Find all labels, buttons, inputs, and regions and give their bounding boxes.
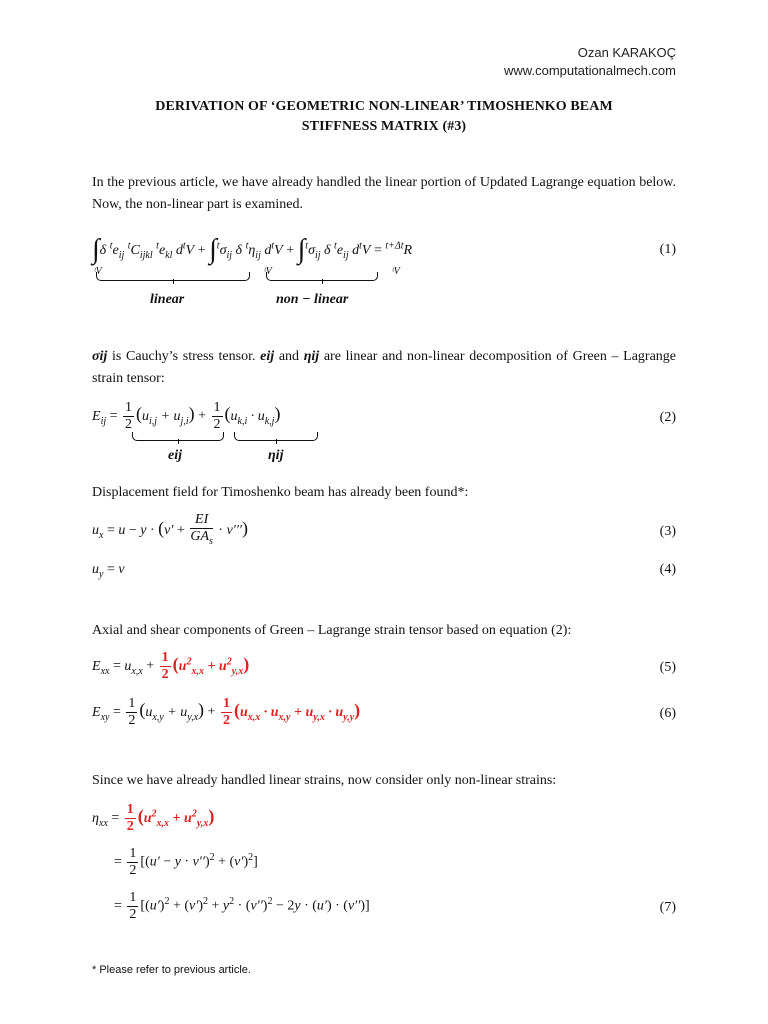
equation-number-3: (3) [659, 524, 676, 539]
eta-symbol: ηij [303, 349, 320, 364]
intro-paragraph: In the previous article, we have already handled the linear portion of Updated Lagrange equation below. Now, the non-linear part is examined. [92, 175, 676, 212]
equation-4-body: $u_y = v$ [92, 562, 125, 580]
equation-2-body: $E_{ij}$ = $\frac{1}{2}$ $(u_{i,j} + u_{j,i})$ + $\frac{1}{2}$ $(u_{k,i} \cdot u_{k,j})$ [92, 400, 281, 432]
label-linear: linear [150, 292, 185, 307]
equation-number-1: (1) [659, 242, 676, 257]
equation-number-4: (4) [659, 562, 676, 577]
author-name: Ozan KARAKOÇ [577, 45, 676, 60]
equation-3 [92, 512, 676, 552]
stress-text-1: is Cauchy’s stress tensor. [107, 349, 261, 364]
equation-7-line-2: = $\frac{1}{2}$ $[(u' - y \cdot v'')^2 + (v')^2]$ [114, 846, 258, 878]
equation-2 [92, 400, 676, 470]
stress-tensor-paragraph [92, 346, 676, 390]
stress-text-2: are linear and non-linear decomposition of Green – Lagrange strain tensor: [92, 349, 677, 386]
equation-6 [92, 696, 676, 736]
brace-eta [234, 432, 318, 441]
equation-7-line-1: $\eta_{xx}$ = $\frac{1}{2}$ $(u^2_{x,x} + u^2_{y,x})$ [92, 802, 215, 834]
e-symbol: eij [260, 349, 275, 364]
equation-7-line-3: = $\frac{1}{2}$ $[(u')^2 + (v')^2 + y^2 \cdot (v'')^2 - 2y \cdot (u') \cdot (v'')]$ [114, 890, 370, 922]
author-block [504, 44, 676, 80]
label-eta: ηij [268, 448, 284, 463]
title-line-1: DERIVATION OF ‘GEOMETRIC NON-LINEAR’ TIMOSHENKO BEAM [155, 99, 613, 114]
sigma-symbol: σij [92, 349, 108, 364]
equation-number-5: (5) [659, 660, 676, 675]
stress-text-and: and [274, 349, 304, 364]
brace-nonlinear [266, 272, 378, 281]
website-link[interactable]: www.computationalmech.com [504, 63, 676, 78]
displacement-paragraph: Displacement field for Timoshenko beam has already been found*: [92, 485, 469, 500]
equation-number-7: (7) [659, 900, 676, 915]
equation-6-body: $E_{xy}$ = $\frac{1}{2}$ $(u_{x,y} + u_{y,x})$ + $\frac{1}{2}$ $(u_{x,x} \cdot u_{x,y} + u_{y,x} \cdot u_{y,y})$ [92, 696, 361, 728]
equation-1: ∫δ $^te_{ij}$ $^tC_{ijkl}$ $^te_{kl}$ $d^tV + \int^t\sigma_{ij}$ δ $^t\eta_{ij}$ $d^tV + \int^t\sigma_{ij}$ δ $^te_{ij}$ $d^tV = ^{t+\Delta t}R$ ᵗV ᵗV ᵗV linear non − linear (1) [92, 232, 676, 312]
equation-7 [92, 802, 676, 932]
equation-4 [92, 560, 676, 582]
title-line-2: STIFFNESS MATRIX (#3) [301, 119, 467, 134]
equation-1-body: ∫δ $^te_{ij}$ $^tC_{ijkl}$ $^te_{kl}$ $d^tV + \int^t\sigma_{ij}$ δ $^t\eta_{ij}$ $d^tV + \int^t\sigma_{ij}$ δ $^te_{ij}$ $d^tV = ^{t+\Delta t}R$ [92, 234, 413, 265]
equation-5-body: $E_{xx} = u_{x,x}$ + $\frac{1}{2}$ $(u^2_{x,x} + u^2_{y,x})$ [92, 650, 250, 682]
brace-e [132, 432, 224, 441]
brace-linear [96, 272, 250, 281]
nonlinear-strain-paragraph: Since we have already handled linear strains, now consider only non-linear strains: [92, 773, 557, 788]
footnote: * Please refer to previous article. [92, 964, 251, 976]
axial-shear-paragraph: Axial and shear components of Green – Lagrange strain tensor based on equation (2): [92, 623, 572, 638]
document-title [0, 97, 768, 137]
equation-number-2: (2) [659, 410, 676, 425]
equation-number-6: (6) [659, 706, 676, 721]
label-e: eij [168, 448, 182, 463]
equation-5 [92, 650, 676, 690]
label-nonlinear: non − linear [276, 292, 349, 307]
equation-3-body: $u_x = u - y \cdot (v'$ + $\frac{EI}{GA_s}$ · v′′′) [92, 512, 248, 547]
